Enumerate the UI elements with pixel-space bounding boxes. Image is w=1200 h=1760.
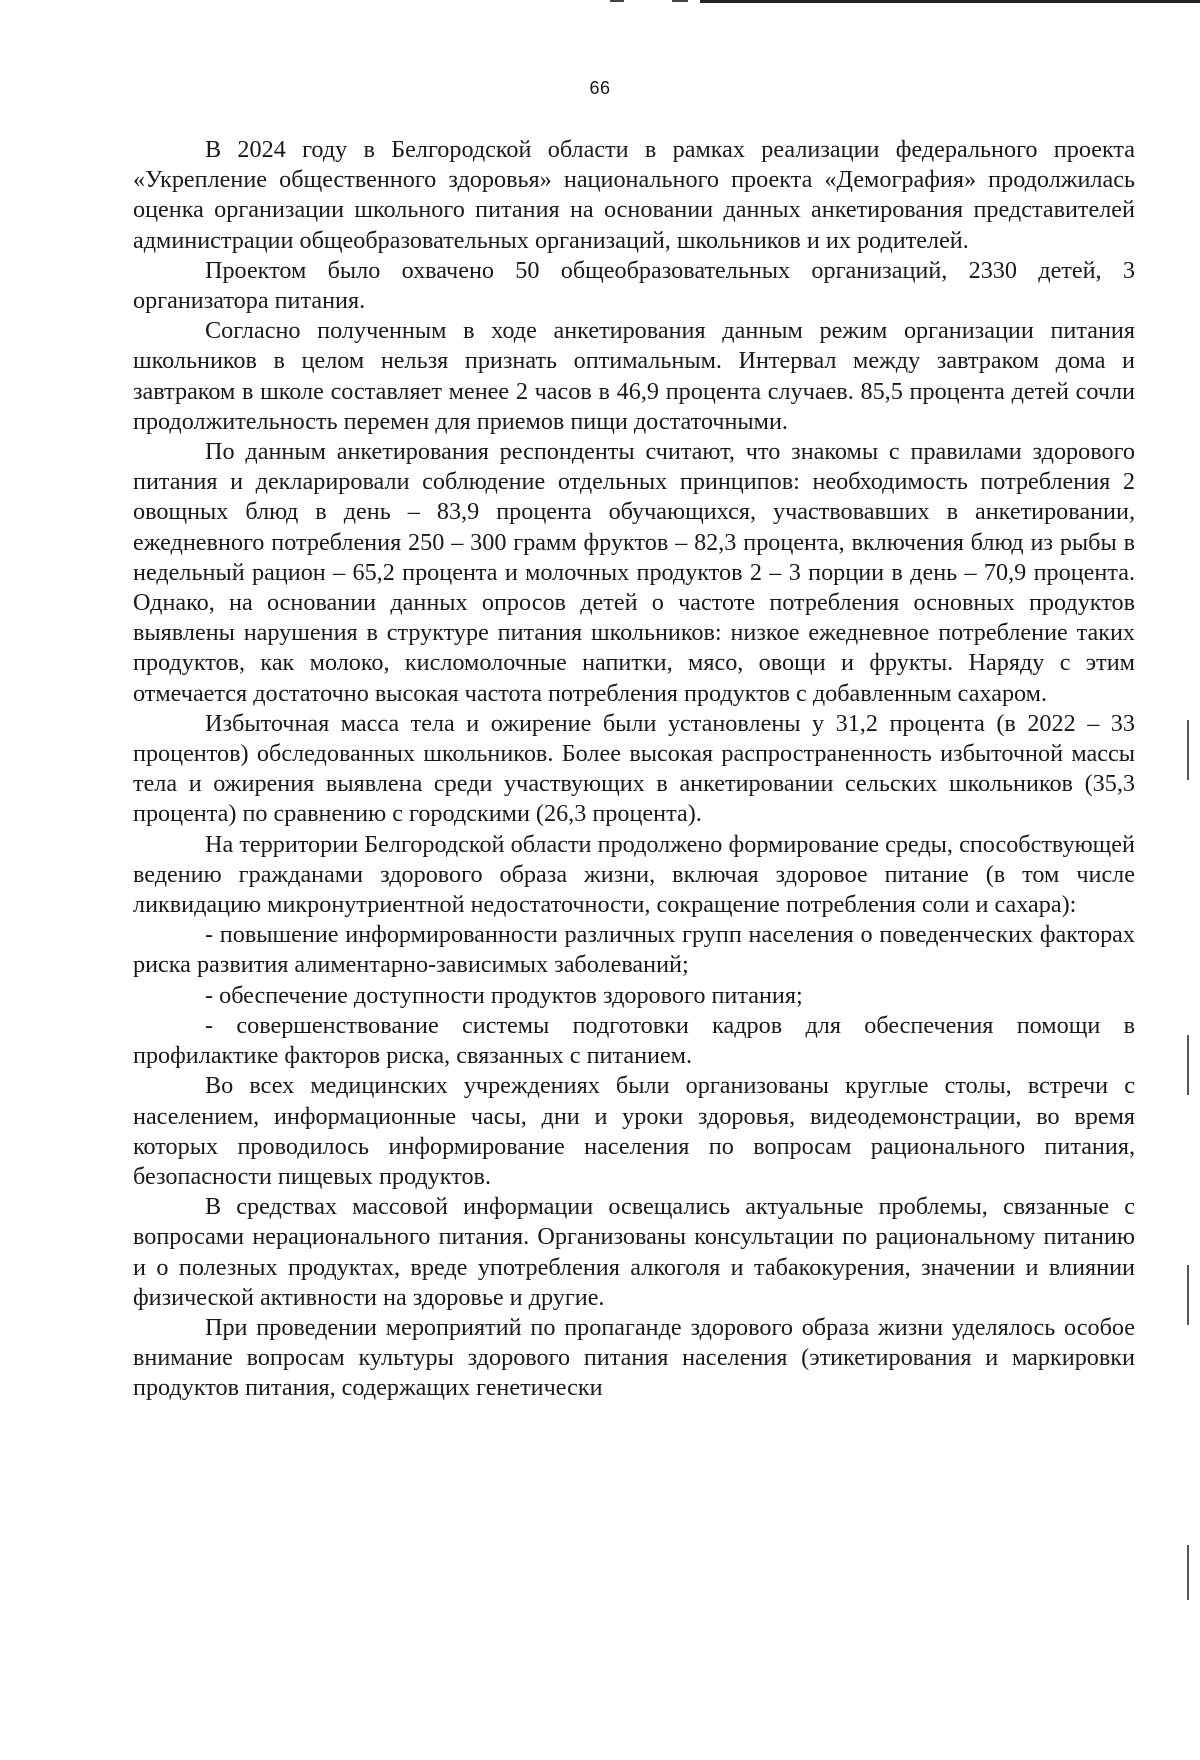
paragraph: По данным анкетирования респонденты считают, что знакомы с правилами здорового питания и декларировали соблюдение отдельных принципов: необходимость потребления 2 овощных блюд в день – 83,9 процента обучающихся, участвовавших в анкетировании, ежедневного потребления 250 – 300 грамм фруктов – 82,3 процента, включения блюд из рыбы в недельный рацион – 65,2 процента и молочных продуктов 2 – 3 порции в день – 70,9 процента. Однако, на основании данных опросов детей о частоте потребления основных продуктов выявлены нарушения в структуре питания школьников: низкое ежедневное потребление таких продуктов, как молоко, кисломолочные напитки, мясо, овощи и фрукты. Наряду с этим отмечается достаточно высокая частота потребления продуктов с добавленным сахаром. xyxy=(133,438,1135,707)
scan-margin-mark xyxy=(1187,1035,1189,1095)
list-item: - обеспечение доступности продуктов здорового питания; xyxy=(205,981,803,1009)
paragraph: Согласно полученным в ходе анкетирования данным режим организации питания школьников в целом нельзя признать оптимальным. Интервал между завтраком дома и завтраком в школе составляет менее 2 часов в 46,9 процента случаев. 85,5 процента детей сочли продолжительность перемен для приемов пищи достаточными. xyxy=(133,317,1135,435)
paragraph: В 2024 году в Белгородской области в рамках реализации федерального проекта «Укрепление общественного здоровья» национального проекта «Демография» продолжилась оценка организации школьного питания на основании данных анкетирования представителей администрации общеобразовательных организаций, школьников и их родителей. xyxy=(133,136,1135,254)
paragraph: Избыточная масса тела и ожирение были установлены у 31,2 процента (в 2022 – 33 процентов) обследованных школьников. Более высокая распространенность избыточной массы тела и ожирения выявлена среди участвующих в анкетировании сельских школьников (35,3 процента) по сравнению с городскими (26,3 процента). xyxy=(133,709,1135,828)
scan-margin-mark xyxy=(1187,1545,1189,1600)
paragraph: В средствах массовой информации освещались актуальные проблемы, связанные с вопросами нерационального питания. Организованы консультации по рациональному питанию и о полезных продуктах, вреде употребления алкоголя и табакокурения, значении и влиянии физической активности на здоровье и другие. xyxy=(133,1193,1135,1311)
scan-margin-mark xyxy=(1187,720,1189,780)
scan-artifact-tick xyxy=(610,0,624,2)
document-body xyxy=(133,135,1135,1404)
scan-margin-mark xyxy=(1187,1265,1189,1325)
scan-artifact-top-border xyxy=(700,0,1200,3)
paragraph: При проведении мероприятий по пропаганде здорового образа жизни уделялось особое внимание вопросам культуры здорового питания населения (этикетирования и маркировки продуктов питания, содержащих генетически xyxy=(133,1313,1135,1402)
list-item: - совершенствование системы подготовки кадров для обеспечения помощи в профилактике факторов риска, связанных с питанием. xyxy=(133,1011,1135,1070)
paragraph: На территории Белгородской области продолжено формирование среды, способствующей ведению гражданами здорового образа жизни, включая здоровое питание (в том числе ликвидацию микронутриентной недостаточности, сокращение потребления соли и сахара): xyxy=(133,830,1135,919)
paragraph: Проектом было охвачено 50 общеобразовательных организаций, 2330 детей, 3 организатора питания. xyxy=(133,256,1135,315)
scan-artifact-tick xyxy=(672,0,688,2)
page-number: 66 xyxy=(589,78,611,98)
list-item: - повышение информированности различных групп населения о поведенческих факторах риска развития алиментарно-зависимых заболеваний; xyxy=(133,921,1135,979)
paragraph: Во всех медицинских учреждениях были организованы круглые столы, встречи с населением, информационные часы, дни и уроки здоровья, видеодемонстрации, во время которых проводилось информирование населения по вопросам рационального питания, безопасности пищевых продуктов. xyxy=(133,1072,1135,1190)
